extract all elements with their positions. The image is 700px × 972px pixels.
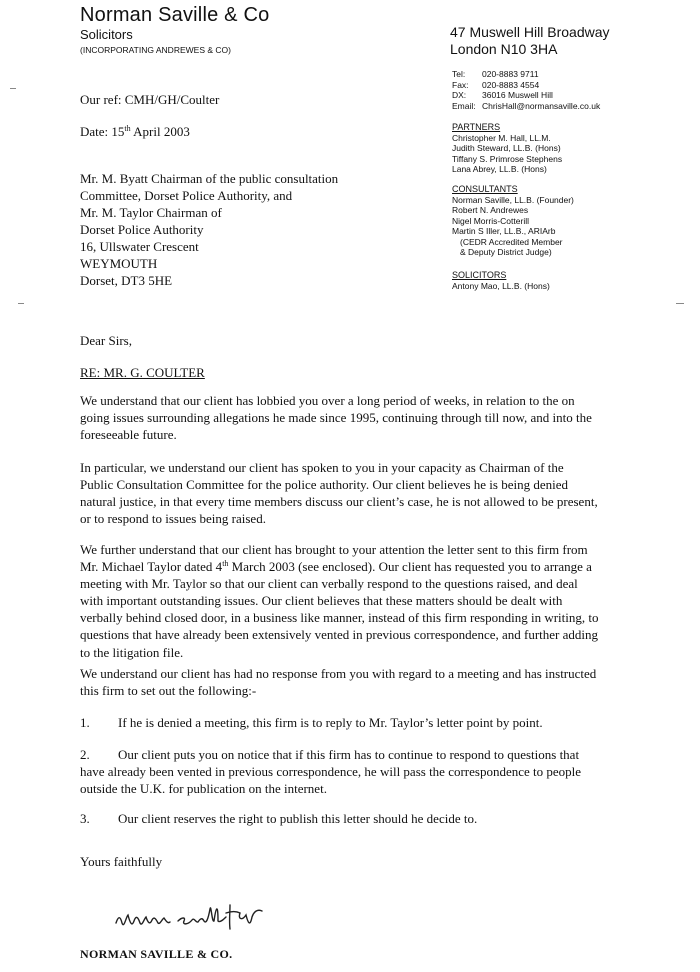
date-prefix: Date: 15 <box>80 124 125 139</box>
partner-name: Tiffany S. Primrose Stephens <box>452 153 563 164</box>
contact-label: Tel: <box>452 69 466 79</box>
contact-label: Fax: <box>452 79 469 90</box>
signatory-name: NORMAN SAVILLE & CO. <box>80 947 233 961</box>
firm-subtitle: Solicitors <box>80 27 133 42</box>
paragraph-text: We further understand that our client has brought to your attention the letter sent to this firm from Mr. Michael Taylor dated 4 <box>80 542 588 575</box>
closing: Yours faithfully <box>80 854 163 869</box>
date-rest: April 2003 <box>130 124 190 139</box>
contact-label: Email: <box>452 100 476 111</box>
body-paragraph: In particular, we understand our client has spoken to you in your capacity as Chairman of the Public Consultation Committee for the police authority. Our client believes he is being denied natural justice, in that every time members discuss our client’s case, he is not allowed to be present, or to respond to issues being raised. <box>80 460 598 527</box>
margin-tick <box>10 88 16 89</box>
contact-value: 36016 Muswell Hill <box>482 90 553 100</box>
letter-date <box>80 124 190 140</box>
body-paragraph: We understand that our client has lobbied you over a long period of weeks, in relation to the on going issues surrounding allegations he made since 1995, continuing through till now, and into the foreseeable future. <box>80 393 592 443</box>
contact-value: 020-8883 9711 <box>482 69 539 79</box>
firm-incorporating-note: (INCORPORATING ANDREWES & CO) <box>80 45 231 55</box>
recipient-line: Mr. M. Taylor Chairman of <box>80 205 222 220</box>
contact-value: 020-8883 4554 <box>482 79 540 90</box>
paragraph-text: March 2003 (see enclosed). Our client has requested you to arrange a meeting with Mr. Taylor so that our client can verbally respond to the questions raised, and deal with important outstanding issues. Our client believes that these matters should be dealt with verbally behind closed door, in a business like manner, instead of this firm responding in writing, to questions that have already been extensively vented in previous correspondence, and further adding to the litigation file. <box>80 559 599 660</box>
consultants-heading: CONSULTANTS <box>452 184 518 194</box>
margin-tick <box>18 303 24 304</box>
recipient-line: WEYMOUTH <box>80 256 158 271</box>
consultant-note: & Deputy District Judge) <box>460 247 552 258</box>
body-paragraph <box>80 541 600 661</box>
contact-row <box>452 90 600 101</box>
point-number: 1. <box>80 715 90 730</box>
point-number: 3. <box>80 811 90 826</box>
partners-heading: PARTNERS <box>452 122 501 132</box>
contact-row <box>452 101 600 112</box>
recipient-line: 16, Ullswater Crescent <box>80 239 199 254</box>
contact-details <box>452 69 600 111</box>
solicitors-block <box>452 270 550 291</box>
margin-tick <box>676 303 684 304</box>
consultant-name: Nigel Morris-Cotterill <box>452 215 529 226</box>
solicitors-list <box>452 281 550 291</box>
recipient-line: Committee, Dorset Police Authority, and <box>80 188 293 203</box>
partner-name: Christopher M. Hall, LL.M. <box>452 133 551 143</box>
recipient-line: Mr. M. Byatt Chairman of the public consultation <box>80 171 339 186</box>
numbered-point <box>80 746 605 797</box>
point-text: Our client reserves the right to publish this letter should he decide to. <box>118 811 478 826</box>
contact-email: ChrisHall@normansaville.co.uk <box>482 100 601 111</box>
numbered-point <box>80 810 605 827</box>
address-line: London N10 3HA <box>450 41 558 57</box>
recipient-address <box>80 170 338 289</box>
consultant-name: Norman Saville, LL.B. (Founder) <box>452 195 574 205</box>
handwritten-signature <box>112 893 322 937</box>
recipient-line: Dorset Police Authority <box>80 222 204 237</box>
contact-label: DX: <box>452 90 467 100</box>
point-text: Our client puts you on notice that if this firm has to continue to respond to questions that have already been vented in previous correspondence, he will pass the correspondence to people outside the U.K. for publication on the internet. <box>80 747 582 797</box>
partners-list <box>452 133 562 175</box>
solicitor-name: Antony Mao, LL.B. (Hons) <box>452 281 550 291</box>
point-text: If he is denied a meeting, this firm is to reply to Mr. Taylor’s letter point by point. <box>118 715 543 730</box>
salutation: Dear Sirs, <box>80 333 132 348</box>
partner-name: Lana Abrey, LL.B. (Hons) <box>452 164 547 175</box>
recipient-line: Dorset, DT3 5HE <box>80 273 173 288</box>
firm-address <box>450 24 610 58</box>
partners-block <box>452 122 562 175</box>
firm-name: Norman Saville & Co <box>80 4 270 26</box>
address-line: 47 Muswell Hill Broadway <box>450 24 610 40</box>
point-number: 2. <box>80 747 90 762</box>
consultant-name: Martin S Iller, LL.B., ARIArb <box>452 226 556 237</box>
contact-row <box>452 69 600 80</box>
partner-name: Judith Steward, LL.B. (Hons) <box>452 143 561 154</box>
date-ordinal: th <box>124 124 131 133</box>
solicitors-heading: SOLICITORS <box>452 270 507 280</box>
consultants-block <box>452 184 574 257</box>
date-ordinal: th <box>222 559 229 569</box>
consultant-note: (CEDR Accredited Member <box>460 236 563 247</box>
contact-row <box>452 80 600 91</box>
numbered-point <box>80 714 605 731</box>
consultant-name: Robert N. Andrewes <box>452 205 529 216</box>
body-paragraph: We understand our client has had no response from you with regard to a meeting and has instructed this firm to set out the following:- <box>80 666 597 699</box>
subject-line: RE: MR. G. COULTER <box>80 365 205 380</box>
consultants-list <box>452 195 574 257</box>
our-reference: Our ref: CMH/GH/Coulter <box>80 92 220 107</box>
